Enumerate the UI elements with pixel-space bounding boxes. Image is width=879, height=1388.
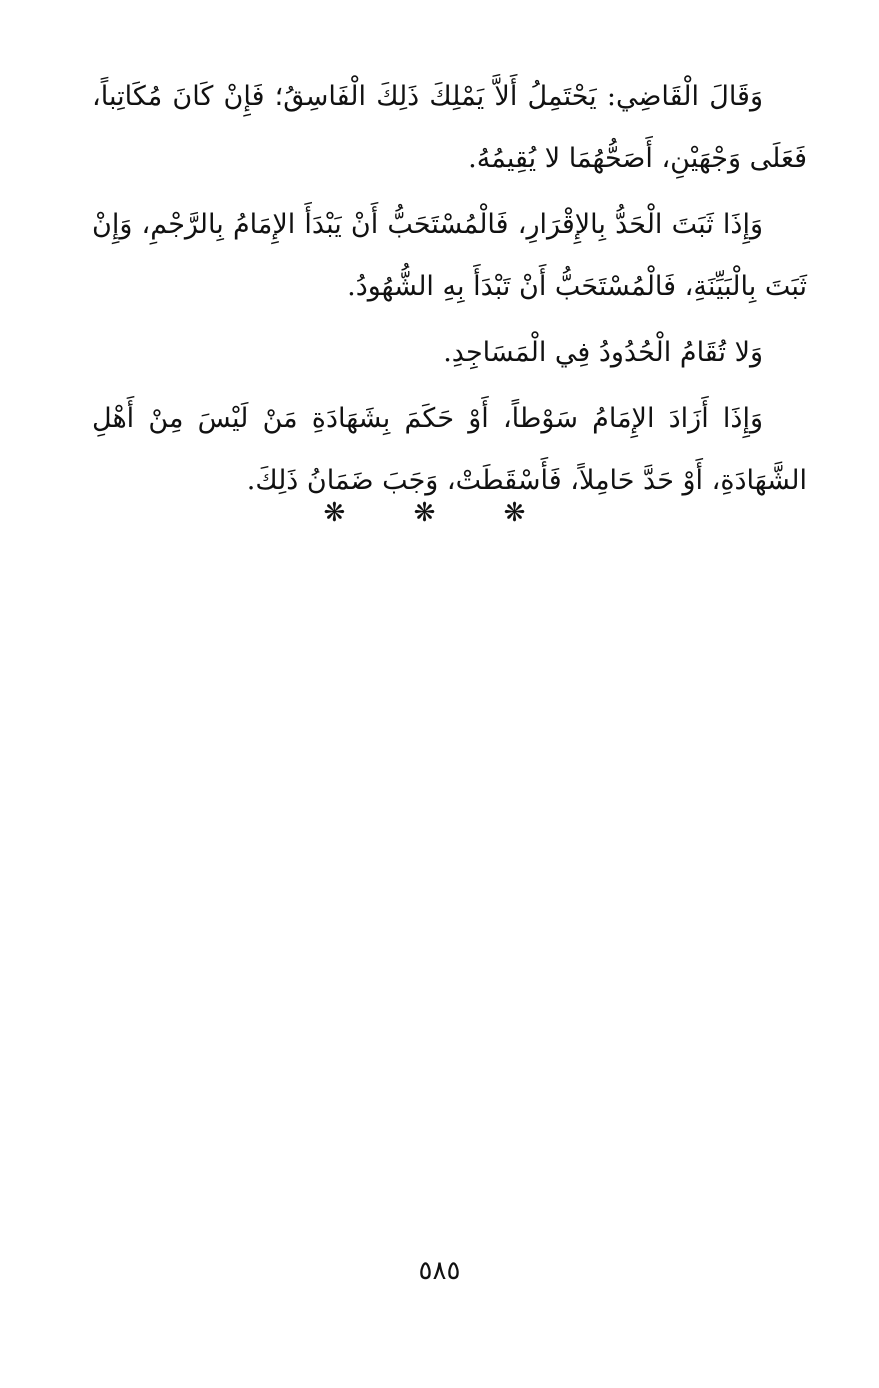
page-number: ٥٨٥ xyxy=(418,1256,461,1286)
paragraph-4: وَإِذَا أَزَادَ الإِمَامُ سَوْطاً، أَوْ حَكَمَ بِشَهَادَةِ مَنْ لَيْسَ مِنْ أَهْلِ الشَّهَادَةِ، أَوْ حَدَّ حَامِلاً، فَأَسْقَطَتْ، وَجَبَ ضَمَانُ ذَلِكَ. xyxy=(92,403,807,496)
paragraph-2: وَإِذَا ثَبَتَ الْحَدُّ بِالإِقْرَارِ، فَالْمُسْتَحَبُّ أَنْ يَبْدَأَ الإِمَامُ بِالرَّجْمِ، وَإِنْ ثَبَتَ بِالْبَيِّنَةِ، فَالْمُسْتَحَبُّ أَنْ تَبْدَأَ بِهِ الشُّهُودُ. xyxy=(92,209,807,302)
page-body xyxy=(92,66,807,516)
paragraph-3: وَلا تُقَامُ الْحُدُودُ فِي الْمَسَاجِدِ. xyxy=(443,337,763,368)
paragraph-1: وَقَالَ الْقَاضِي: يَحْتَمِلُ أَلاَّ يَمْلِكَ ذَلِكَ الْفَاسِقُ؛ فَإِنْ كَانَ مُكَاتِباً، فَعَلَى وَجْهَيْنِ، أَصَحُّهُمَا لا يُقِيمُهُ. xyxy=(92,81,807,174)
section-separator: ❋ ❋ ❋ xyxy=(323,498,556,528)
